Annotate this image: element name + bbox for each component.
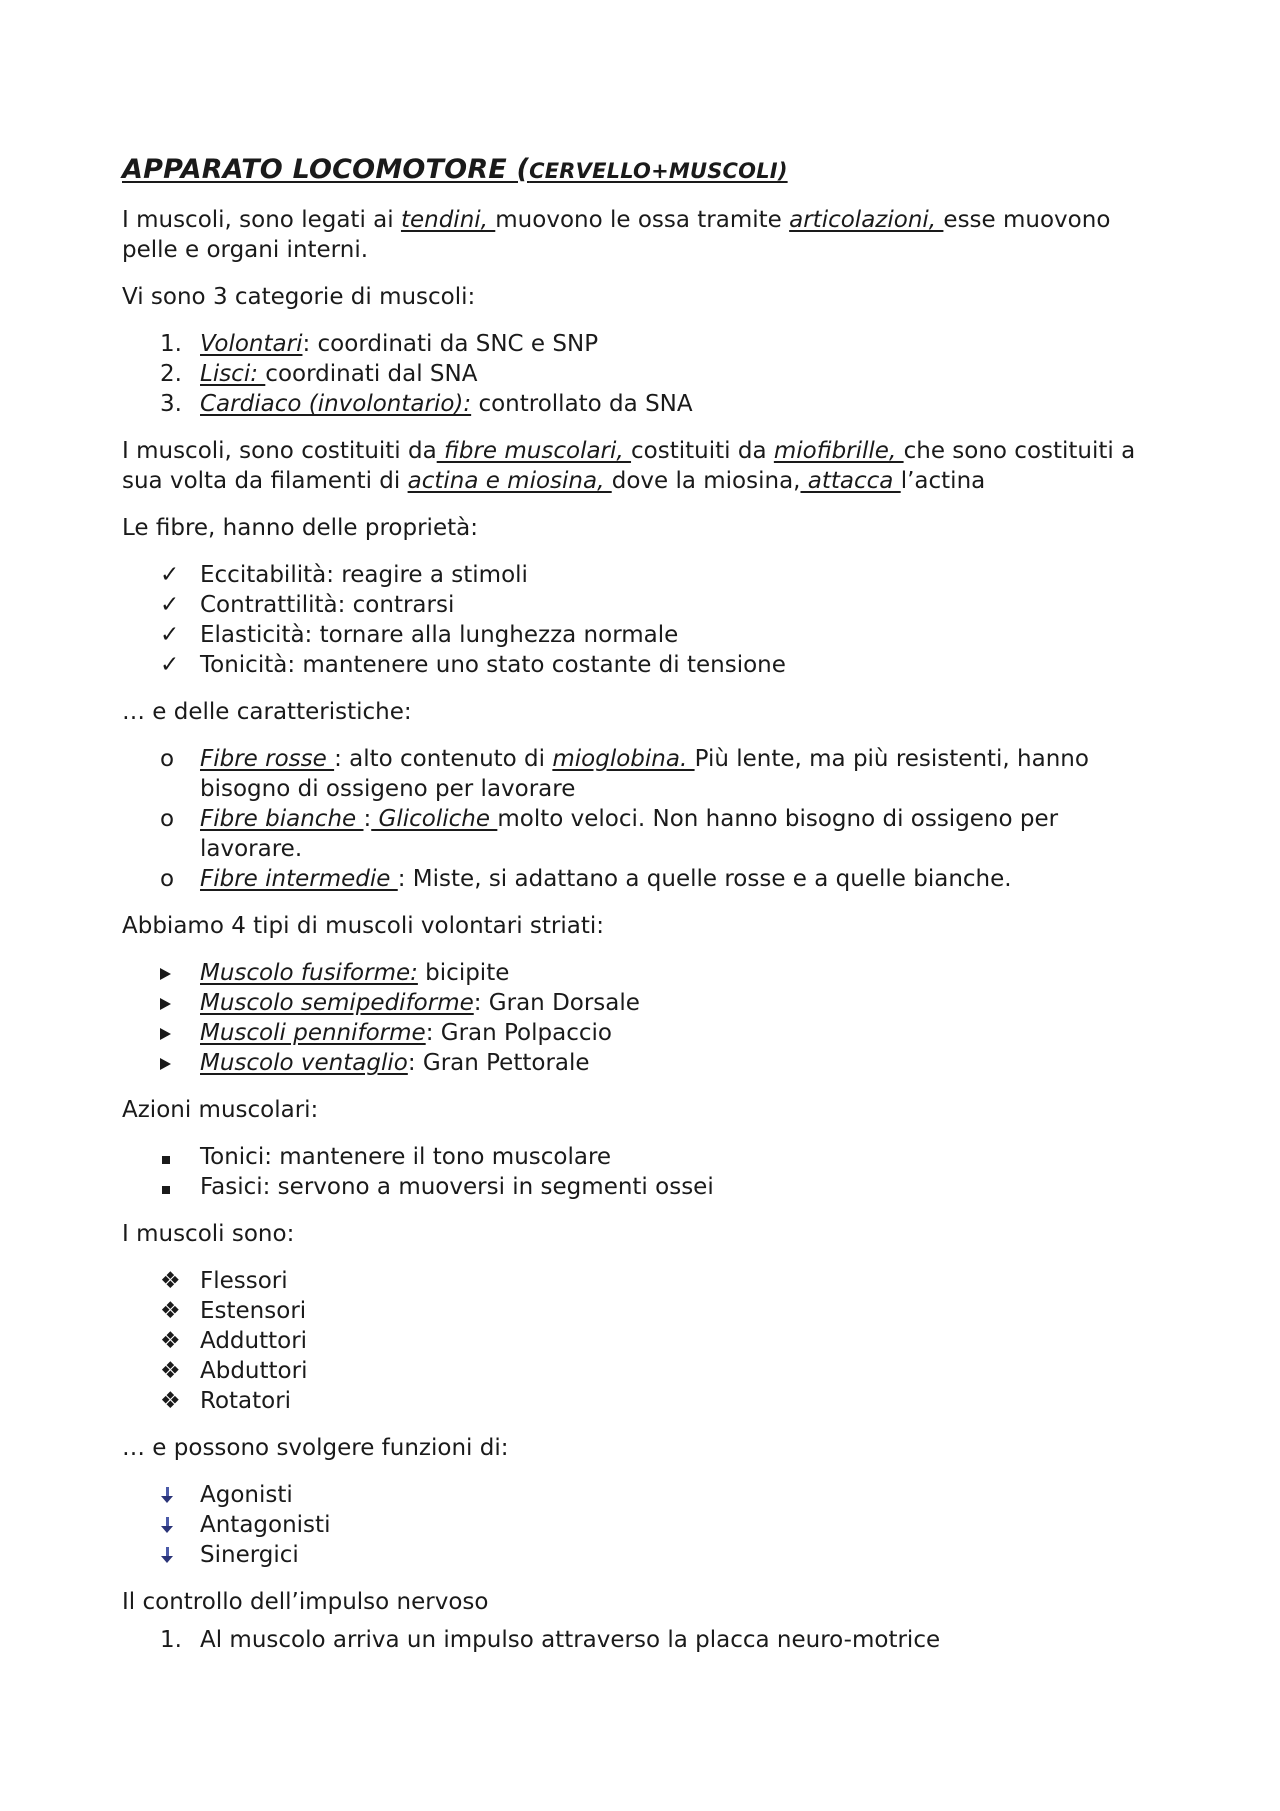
down-arrow-bullet-icon xyxy=(160,1487,174,1505)
list-item: o Fibre intermedie : Miste, si adattano a quelle rosse e a quelle bianche. xyxy=(160,866,1012,892)
checkmark-icon: ✓ xyxy=(160,562,180,588)
characteristics-heading: … e delle caratteristiche: xyxy=(122,699,412,725)
list-item: ❖ Rotatori xyxy=(160,1388,292,1414)
intro-paragraph: I muscoli, sono legati ai tendini, muovono le ossa tramite articolazioni, esse muovono pelle e organi interni. xyxy=(122,207,1111,263)
document-page xyxy=(122,150,1162,1672)
arrow-bullet-icon xyxy=(160,998,171,1010)
list-item: ❖ Flessori xyxy=(160,1268,288,1294)
diamond-bullet-icon: ❖ xyxy=(160,1298,181,1324)
list-item: o Fibre bianche : Glicoliche molto veloci. Non hanno bisogno di ossigeno per lavorare. xyxy=(160,806,1059,862)
arrow-bullet-icon xyxy=(160,1028,171,1040)
circle-bullet-icon: o xyxy=(160,806,175,832)
list-item: 1. Volontari: coordinati da SNC e SNP xyxy=(160,331,599,357)
list-item: o Fibre rosse : alto contenuto di mioglobina. Più lente, ma più resistenti, hanno bisogno di ossigeno per lavorare xyxy=(160,746,1089,802)
kinds-heading: I muscoli sono: xyxy=(122,1221,295,1247)
list-item: ❖ Adduttori xyxy=(160,1328,308,1354)
list-item: ❖ Estensori xyxy=(160,1298,307,1324)
properties-heading: Le fibre, hanno delle proprietà: xyxy=(122,515,478,541)
down-arrow-bullet-icon xyxy=(160,1517,174,1535)
square-bullet-icon xyxy=(162,1156,170,1164)
checkmark-icon: ✓ xyxy=(160,622,180,648)
diamond-bullet-icon: ❖ xyxy=(160,1358,181,1384)
arrow-bullet-icon xyxy=(160,968,171,980)
kinds-list xyxy=(122,1266,1162,1416)
list-item: ✓ Eccitabilità: reagire a stimoli xyxy=(160,562,528,588)
arrow-bullet-icon xyxy=(160,1058,171,1070)
list-item: Muscolo semipediforme: Gran Dorsale xyxy=(122,988,1162,1018)
list-item: Fasici: servono a muoversi in segmenti ossei xyxy=(122,1172,1162,1202)
categories-heading: Vi sono 3 categorie di muscoli: xyxy=(122,284,476,310)
fibres-list xyxy=(122,744,1162,894)
diamond-bullet-icon: ❖ xyxy=(160,1268,181,1294)
checkmark-icon: ✓ xyxy=(160,592,180,618)
document-title: APPARATO LOCOMOTORE (CERVELLO+MUSCOLI) xyxy=(122,154,788,185)
list-item: ✓ Tonicità: mantenere uno stato costante di tensione xyxy=(160,652,786,678)
list-item: Muscolo ventaglio: Gran Pettorale xyxy=(122,1048,1162,1078)
circle-bullet-icon: o xyxy=(160,866,175,892)
types-heading: Abbiamo 4 tipi di muscoli volontari striati: xyxy=(122,913,605,939)
list-item: 2. Lisci: coordinati dal SNA xyxy=(160,361,478,387)
list-item: Antagonisti xyxy=(122,1510,1162,1540)
list-item: ✓ Elasticità: tornare alla lunghezza normale xyxy=(160,622,679,648)
types-list xyxy=(122,958,1162,1078)
down-arrow-bullet-icon xyxy=(160,1547,174,1565)
list-item: Agonisti xyxy=(122,1480,1162,1510)
properties-list xyxy=(122,560,1162,680)
actions-heading: Azioni muscolari: xyxy=(122,1097,319,1123)
categories-list xyxy=(122,329,1162,419)
list-item: ❖ Abduttori xyxy=(160,1358,308,1384)
functions-list xyxy=(122,1480,1162,1570)
list-item: 3. Cardiaco (involontario): controllato da SNA xyxy=(160,391,693,417)
list-item: Muscoli penniforme: Gran Polpaccio xyxy=(122,1018,1162,1048)
list-item: Tonici: mantenere il tono muscolare xyxy=(122,1142,1162,1172)
diamond-bullet-icon: ❖ xyxy=(160,1328,181,1354)
list-item: 1. Al muscolo arriva un impulso attraverso la placca neuro-motrice xyxy=(160,1627,941,1653)
list-item: Muscolo fusiforme: bicipite xyxy=(122,958,1162,988)
diamond-bullet-icon: ❖ xyxy=(160,1388,181,1414)
control-heading: Il controllo dell’impulso nervoso xyxy=(122,1589,489,1615)
list-item: ✓ Contrattilità: contrarsi xyxy=(160,592,455,618)
structure-paragraph: I muscoli, sono costituiti da fibre muscolari, costituiti da miofibrille, che sono costituiti a sua volta da filamenti di actina e miosina, dove la miosina, attacca l’actina xyxy=(122,438,1136,494)
functions-heading: … e possono svolgere funzioni di: xyxy=(122,1435,509,1461)
control-steps-list xyxy=(122,1625,1162,1655)
checkmark-icon: ✓ xyxy=(160,652,180,678)
list-item: Sinergici xyxy=(122,1540,1162,1570)
square-bullet-icon xyxy=(162,1186,170,1194)
circle-bullet-icon: o xyxy=(160,746,175,772)
actions-list xyxy=(122,1142,1162,1202)
